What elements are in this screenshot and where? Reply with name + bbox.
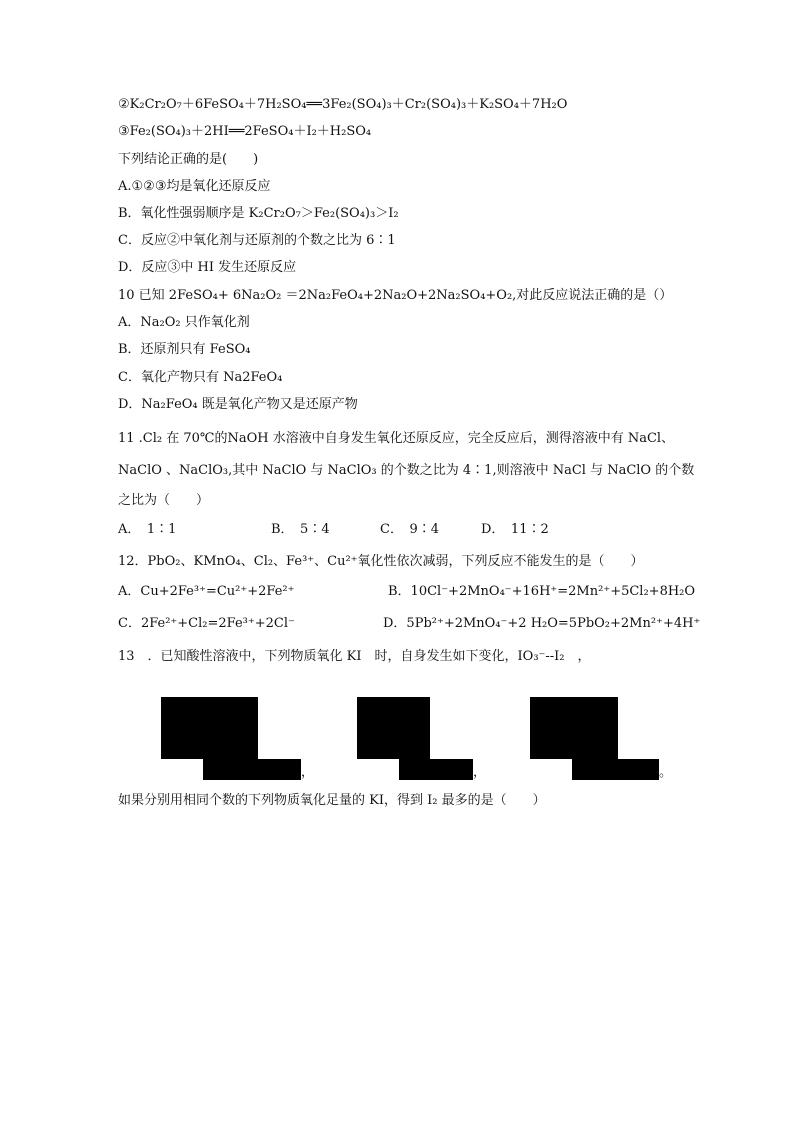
q13-stem: 13 ．已知酸性溶液中，下列物质氧化 KI 时，自身发生如下变化，IO₃⁻--I₂ ， <box>118 649 591 664</box>
q12-option-d: D．5Pb²⁺+2MnO₄⁻+2 H₂O=5PbO₂+2Mn²⁺+4H⁺ <box>383 616 701 631</box>
q13-question: 如果分别用相同个数的下列物质氧化足量的 KI，得到 I₂ 最多的是（ ） <box>118 793 546 808</box>
q12-option-a: A．Cu+2Fe³⁺=Cu²⁺+2Fe²⁺ <box>118 584 295 599</box>
q13-punct-1: ， <box>301 765 315 780</box>
q10-option-c: C．氧化产物只有 Na2FeO₄ <box>118 370 283 385</box>
q11-stem-3: 之比为（ ） <box>118 493 210 508</box>
q11-option-b: B． 5∶4 <box>271 522 330 537</box>
q11-option-d: D． 11∶2 <box>481 522 549 537</box>
q13-punct-3: 。 <box>659 765 673 780</box>
q10-stem: 10 已知 2FeSO₄+ 6Na₂O₂ ＝2Na₂FeO₄+2Na₂O+2Na₂SO₄+O₂,对此反应说法正确的是（） <box>118 288 673 303</box>
q11-stem-2: NaClO 、NaClO₃,其中 NaClO 与 NaClO₃ 的个数之比为 4∶1,则溶液中 NaCl 与 NaClO 的个数 <box>118 463 695 478</box>
q10-option-a: A．Na₂O₂ 只作氧化剂 <box>118 315 250 330</box>
q12-option-c: C．2Fe²⁺+Cl₂=2Fe³⁺+2Cl⁻ <box>118 616 295 631</box>
line-eq2: ②K₂Cr₂O₇＋6FeSO₄＋7H₂SO₄══3Fe₂(SO₄)₃＋Cr₂(SO₄)₃＋K₂SO₄＋7H₂O <box>118 97 568 112</box>
line-eq3: ③Fe₂(SO₄)₃＋2HI══2FeSO₄＋I₂＋H₂SO₄ <box>118 124 372 139</box>
q9-stem: 下列结论正确的是( ) <box>118 152 259 167</box>
q9-option-d: D．反应③中 HI 发生还原反应 <box>118 260 297 275</box>
q11-option-a: A． 1∶1 <box>118 522 177 537</box>
q10-option-b: B．还原剂只有 FeSO₄ <box>118 342 251 357</box>
q13-punct-2: ， <box>473 765 487 780</box>
q12-option-b: B．10Cl⁻+2MnO₄⁻+16H⁺=2Mn²⁺+5Cl₂+8H₂O <box>388 584 696 599</box>
q9-option-c: C．反应②中氧化剂与还原剂的个数之比为 6∶1 <box>118 233 396 248</box>
q11-stem-1: 11 .Cl₂ 在 70℃的NaOH 水溶液中自身发生氧化还原反应，完全反应后，测得溶液中有 NaCl、 <box>118 431 675 446</box>
q9-option-b: B．氧化性强弱顺序是 K₂Cr₂O₇＞Fe₂(SO₄)₃＞I₂ <box>118 206 399 221</box>
q12-stem: 12．PbO₂、KMnO₄、Cl₂、Fe³⁺、Cu²⁺氧化性依次减弱，下列反应不能发生的是（ ） <box>118 554 644 569</box>
q10-option-d: D．Na₂FeO₄ 既是氧化产物又是还原产物 <box>118 397 358 412</box>
q9-option-a: A.①②③均是氧化还原反应 <box>118 179 271 194</box>
q11-option-c: C． 9∶4 <box>380 522 439 537</box>
